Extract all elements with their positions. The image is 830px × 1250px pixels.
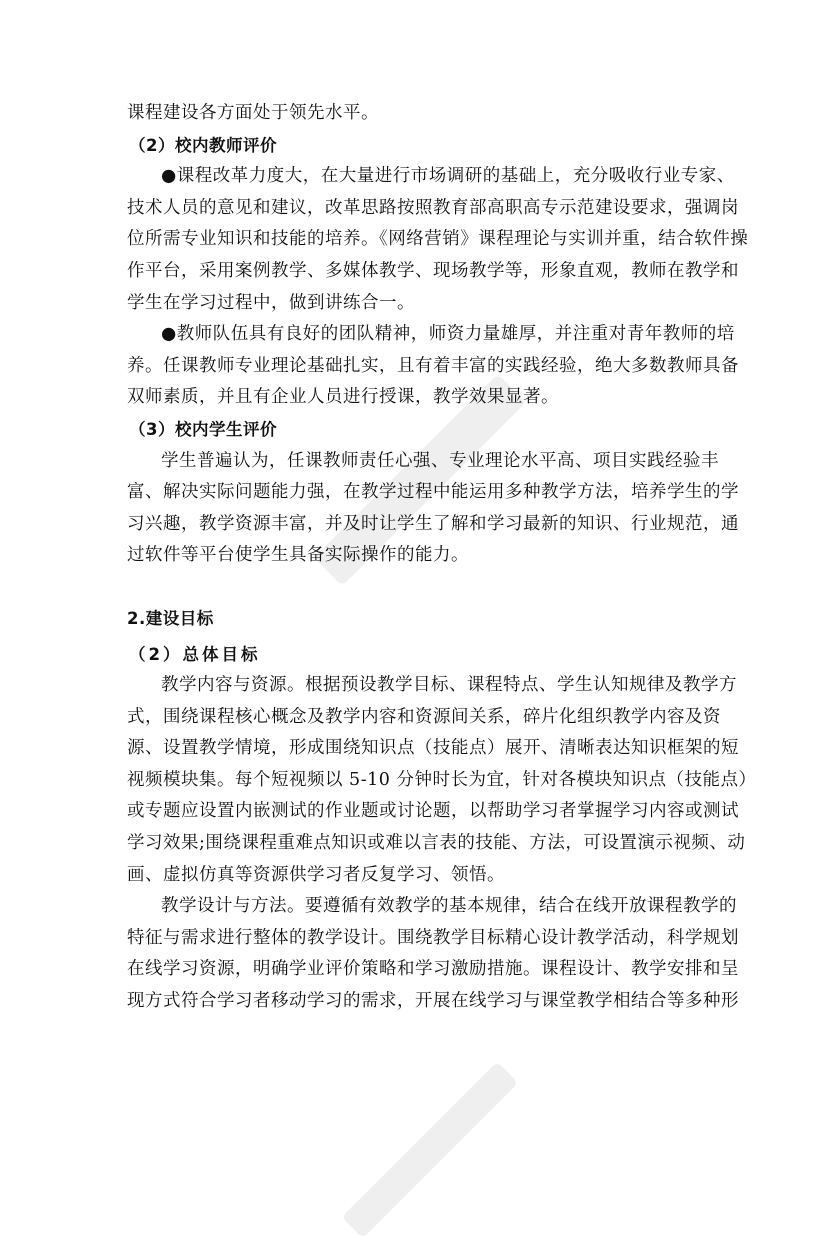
teacher-eval-heading: （2）校内教师评价 xyxy=(129,135,277,155)
paragraph-line: 过软件等平台使学生具备实际操作的能力。 xyxy=(127,545,469,566)
paragraph-line: ●教师队伍具有良好的团队精神，师资力量雄厚，并注重对青年教师的培 xyxy=(161,324,735,345)
paragraph-line: 源、设置教学情境，形成围绕知识点（技能点）展开、清晰表达知识框架的短 xyxy=(127,738,739,759)
paragraph-line: 教学设计与方法。要遵循有效教学的基本规律，结合在线开放课程教学的 xyxy=(161,896,737,917)
paragraph-line: 学习效果;围绕课程重难点知识或难以言表的技能、方法，可设置演示视频、动 xyxy=(127,833,746,854)
watermark-seal-bottom xyxy=(300,1050,560,1250)
paragraph-line: 学生在学习过程中，做到讲练合一。 xyxy=(127,292,415,313)
paragraph-line: 视频模块集。每个短视频以 5-10 分钟时长为宜，针对各模块知识点（技能点） xyxy=(127,769,757,790)
student-eval-heading: （3）校内学生评价 xyxy=(129,419,277,439)
paragraph-line: 式，围绕课程核心概念及教学内容和资源间关系，碎片化组织教学内容及资 xyxy=(127,706,721,727)
paragraph-line: 特征与需求进行整体的教学设计。围绕教学目标精心设计教学活动，科学规划 xyxy=(127,927,739,948)
paragraph-line: 画、虚拟仿真等资源供学习者反复学习、领悟。 xyxy=(127,864,505,885)
content-resources-paragraph xyxy=(127,670,757,891)
paragraph-line: 双师素质，并且有企业人员进行授课，教学效果显著。 xyxy=(127,387,559,408)
paragraph-line: 位所需专业知识和技能的培养。《网络营销》课程理论与实训并重，结合软件操 xyxy=(127,229,749,250)
paragraph-line: 作平台，采用案例教学、多媒体教学、现场教学等，形象直观，教师在教学和 xyxy=(127,260,739,281)
paragraph-line: 习兴趣，教学资源丰富，并及时让学生了解和学习最新的知识、行业规范，通 xyxy=(127,513,739,534)
paragraph-line: 学生普遍认为，任课教师责任心强、专业理论水平高、项目实践经验丰 xyxy=(161,450,719,471)
teacher-eval-paragraph-1 xyxy=(127,161,749,319)
document-page xyxy=(127,98,757,1018)
student-eval-paragraph xyxy=(127,446,739,572)
section-spacer xyxy=(127,572,707,603)
teacher-eval-paragraph-2 xyxy=(127,319,739,414)
paragraph-line: 养。任课教师专业理论基础扎实，且有着丰富的实践经验，绝大多数教师具备 xyxy=(127,355,739,376)
paragraph-line: 或专题应设置内嵌测试的作业题或讨论题，以帮助学习者掌握学习内容或测试 xyxy=(127,801,739,822)
section-heading-goals: 2.建设目标 xyxy=(127,608,214,628)
paragraph-line: 富、解决实际问题能力强，在教学过程中能运用多种教学方法，培养学生的学 xyxy=(127,482,739,503)
paragraph-line: 现方式符合学习者移动学习的需求，开展在线学习与课堂教学相结合等多种形 xyxy=(127,991,739,1012)
paragraph-line: 技术人员的意见和建议，改革思路按照教育部高职高专示范建设要求，强调岗 xyxy=(127,197,739,218)
overall-goals-heading: （2）总体目标 xyxy=(129,644,261,664)
paragraph-line: ●课程改革力度大，在大量进行市场调研的基础上，充分吸收行业专家、 xyxy=(161,166,735,187)
paragraph-line: 教学内容与资源。根据预设教学目标、课程特点、学生认知规律及教学方 xyxy=(161,675,737,696)
intro-line: 课程建设各方面处于领先水平。 xyxy=(127,103,379,123)
paragraph-line: 在线学习资源，明确学业评价策略和学习激励措施。课程设计、教学安排和呈 xyxy=(127,959,739,980)
design-methods-paragraph xyxy=(127,891,739,1017)
